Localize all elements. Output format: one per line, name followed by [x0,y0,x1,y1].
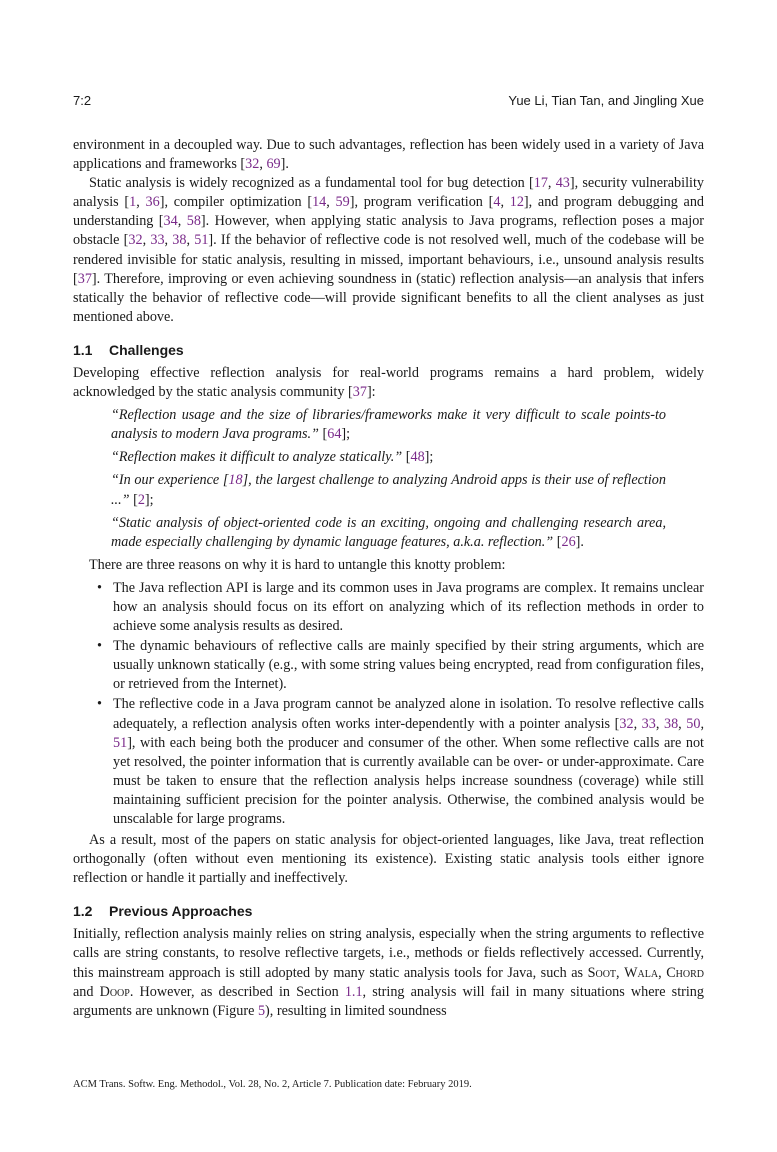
citation-link[interactable]: 32 [128,232,143,249]
citation-link[interactable]: 37 [77,270,92,287]
quote-4: “Static analysis of object-oriented code is an exciting, ongoing and challenging research area, made especially challenging by dynamic language features, a.k.a. reflection.” [26]. [111,514,666,550]
paper-page [73,0,704,1152]
citation-link[interactable]: 32 [245,156,260,173]
citation-link[interactable]: 50 [686,715,701,732]
citation-link[interactable]: 59 [335,194,350,211]
paragraph-three-reasons: There are three reasons on why it is hard to untangle this knotty problem: [89,556,506,573]
citation-link[interactable]: 36 [145,194,160,211]
tool-name: Chord [666,964,704,981]
citation-link[interactable]: 38 [172,232,187,249]
tool-name: Doop [99,983,130,1000]
citation-link[interactable]: 48 [410,449,425,466]
citation-link[interactable]: 17 [533,175,548,192]
citation-link[interactable]: 58 [186,213,201,230]
paragraph-continuation: environment in a decoupled way. Due to such advantages, reflection has been widely used in a variety of Java applications and frameworks [32, 69]. [73,137,704,173]
paragraph-static-analysis: Static analysis is widely recognized as a fundamental tool for bug detection [17, 43], security vulnerability analysis [1, 36], compiler optimization [14, 59], program verification [4, 12], and program debugging and understanding [34, 58]. However, when applying static analysis to Java programs, reflection poses a major obstacle [32, 33, 38, 51]. If the behavior of reflective code is not resolved well, much of the codebase will be rendered invisible for static analysis, resulting in missed, important behaviours, i.e., unsound analysis results [37]. Therefore, improving or even achieving soundness in (static) reflection analysis—an analysis that infers statically the behavior of reflective code—will provide significant benefits to all the client analyses as just mentioned above. [73,175,705,325]
citation-link[interactable]: 34 [163,213,178,230]
section-heading-previous-approaches: 1.2 Previous Approaches [73,903,253,920]
body-text [73,136,704,1021]
section-link[interactable]: 1.1 [344,983,363,1000]
citation-link[interactable]: 51 [194,232,209,249]
list-item: • The Java reflection API is large and its common uses in Java programs are complex. It remains unclear how an analysis should focus on its effort on analyzing which of its reflection methods in order to achieve some analysis results as desired. [113,579,704,636]
citation-link[interactable]: 26 [561,533,576,550]
citation-link[interactable]: 2 [137,491,145,508]
citation-link[interactable]: 43 [555,175,570,192]
quote-2: “Reflection makes it difficult to analyze statically.” [48]; [111,449,434,466]
page-number: 7:2 [73,93,92,108]
running-header [73,93,704,111]
citation-link[interactable]: 12 [509,194,524,211]
journal-footer: ACM Trans. Softw. Eng. Methodol., Vol. 28, No. 2, Article 7. Publication date: February 2019. [73,1079,472,1090]
citation-link[interactable]: 14 [312,194,327,211]
paragraph-result: As a result, most of the papers on static analysis for object-oriented languages, like Java, treat reflection orthogonally (often without even mentioning its existence). Existing static analysis tools either ignore reflection or handle it partially and ineffectively. [73,832,704,887]
reasons-list [73,579,704,829]
paragraph-previous-approaches: Initially, reflection analysis mainly relies on string analysis, especially when the string arguments to reflective calls are string constants, to resolve reflective targets, i.e., methods or fields reflectively accessed. Currently, this mainstream approach is still adopted by many static analysis tools for Java, such as Soot, Wala, Chord and Doop. However, as described in Section 1.1, string analysis will fail in many situations where string arguments are unknown (Figure 5), resulting in limited soundness [73,926,704,1019]
quote-3: “In our experience [18], the largest challenge to analyzing Android apps is their use of reflection ...” [2]; [111,472,666,508]
citation-link[interactable]: 38 [663,715,679,732]
citation-link[interactable]: 37 [352,384,367,401]
citation-link[interactable]: 4 [493,194,501,211]
citation-link[interactable]: 51 [113,734,128,751]
citation-link[interactable]: 18 [228,472,243,489]
list-item: • The dynamic behaviours of reflective calls are mainly specified by their string arguments, which are usually unknown statically (e.g., with some string values being encrypted, read from configuration files, or retrieved from the Internet). [113,637,704,694]
section-heading-challenges: 1.1 Challenges [73,341,184,358]
list-item: • The reflective code in a Java program cannot be analyzed alone in isolation. To resolve reflective calls adequately, a reflection analysis often works inter-dependently with a pointer analysis [32, 33, 38, 50, 51], with each being both the producer and consumer of the other. When some reflective calls are not yet resolved, the pointer information that is currently available can be over- or under-approximate. Care must be taken to ensure that the reflection analysis helps increase soundness (coverage) while still maintaining sufficient precision for the pointer analysis. Otherwise, the combined analysis would be unscalable for large programs. [113,695,704,829]
citation-link[interactable]: 64 [327,426,342,443]
figure-link[interactable]: 5 [257,1002,266,1019]
tool-name: Soot [587,964,617,981]
tool-name: Wala [624,964,659,981]
paragraph-challenges-intro: Developing effective reflection analysis for real-world programs remains a hard problem, widely acknowledged by the static analysis community [37]: [73,364,704,401]
author-list: Yue Li, Tian Tan, and Jingling Xue [508,93,704,108]
citation-link[interactable]: 33 [641,715,656,732]
citation-link[interactable]: 33 [150,232,165,249]
citation-link[interactable]: 32 [619,715,634,732]
citation-link[interactable]: 1 [129,194,137,211]
quote-1: “Reflection usage and the size of libraries/frameworks make it very difficult to scale points-to analysis to modern Java programs.” [64]; [111,407,666,443]
citation-link[interactable]: 69 [266,156,281,173]
